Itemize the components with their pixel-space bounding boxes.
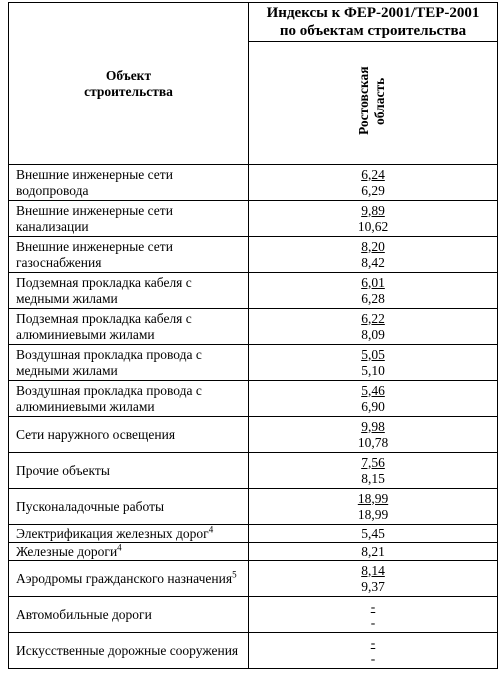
object-name-cell: [9, 237, 249, 273]
index-value-cell: [249, 543, 498, 561]
index-value-cell: [249, 309, 498, 345]
table-row: [9, 489, 498, 525]
index-value-cell: [249, 201, 498, 237]
index-value-cell: [249, 381, 498, 417]
table-row: [9, 201, 498, 237]
object-name: Пусконаладочные работы: [16, 498, 165, 514]
object-label: Объект строительства: [84, 67, 173, 99]
object-name-cell: [9, 165, 249, 201]
region-header: [249, 42, 498, 165]
object-name-cell: [9, 561, 249, 597]
table-row: [9, 345, 498, 381]
region-label: Ростовская область: [356, 66, 387, 136]
index-value-bottom: 8,42: [361, 254, 385, 270]
table-row: [9, 543, 498, 561]
index-value-cell: [249, 633, 498, 669]
table-row: [9, 381, 498, 417]
index-value-bottom: 8,15: [361, 470, 385, 486]
object-column-header: [9, 3, 249, 165]
index-value-bottom: -: [370, 650, 376, 666]
object-name: Воздушная прокладка провода с медными жилами: [16, 346, 202, 378]
object-name-cell: [9, 381, 249, 417]
index-value-top: -: [370, 634, 376, 650]
footnote-marker: 5: [232, 569, 237, 579]
index-value-bottom: 18,99: [357, 506, 389, 522]
object-name: Автомобильные дороги: [16, 606, 152, 622]
object-name-cell: [9, 201, 249, 237]
index-value-bottom: -: [370, 614, 376, 630]
index-value-cell: [249, 489, 498, 525]
header-row: [9, 3, 498, 42]
index-value-cell: [249, 237, 498, 273]
object-name: Прочие объекты: [16, 462, 110, 478]
table-row: [9, 561, 498, 597]
object-name: Искусственные дорожные сооружения: [16, 642, 239, 658]
index-value: 8,21: [361, 543, 385, 559]
table-row: [9, 165, 498, 201]
index-value: 5,45: [361, 525, 385, 541]
table-row: [9, 453, 498, 489]
object-name: Внешние инженерные сети канализации: [16, 202, 173, 234]
index-value-top: 18,99: [357, 490, 389, 506]
object-name-cell: [9, 273, 249, 309]
table-row: [9, 273, 498, 309]
index-value-cell: [249, 525, 498, 543]
footnote-marker: 4: [117, 542, 122, 552]
index-value-top: 7,56: [361, 454, 385, 470]
object-name-cell: [9, 489, 249, 525]
table-row: [9, 237, 498, 273]
index-value-top: 8,14: [361, 562, 385, 578]
object-name-cell: [9, 453, 249, 489]
index-value-bottom: 10,62: [357, 218, 389, 234]
index-value-cell: [249, 345, 498, 381]
object-name-cell: [9, 597, 249, 633]
object-name-cell: [9, 417, 249, 453]
object-name: Железные дороги: [16, 543, 118, 559]
index-value-bottom: 6,29: [361, 182, 385, 198]
index-value-top: 6,22: [361, 310, 385, 326]
object-name: Электрификация железных дорог: [16, 525, 209, 541]
indices-title: Индексы к ФЕР-2001/ТЕР-2001 по объектам строительства: [266, 5, 480, 39]
index-value-cell: [249, 165, 498, 201]
table-row: [9, 417, 498, 453]
object-name: Внешние инженерные сети водопровода: [16, 166, 173, 198]
object-name: Воздушная прокладка провода с алюминиевыми жилами: [16, 382, 202, 414]
object-name-cell: [9, 633, 249, 669]
index-value-top: 9,98: [361, 418, 385, 434]
object-name-cell: [9, 309, 249, 345]
object-name: Внешние инженерные сети газоснабжения: [16, 238, 173, 270]
index-value-top: 6,01: [361, 274, 385, 290]
index-value-bottom: 8,09: [361, 326, 385, 342]
table-row: [9, 309, 498, 345]
index-value-top: 5,05: [361, 346, 385, 362]
indices-table: [8, 2, 498, 669]
table-row: [9, 597, 498, 633]
index-value-top: -: [370, 598, 376, 614]
table-row: [9, 633, 498, 669]
indices-title-header: [249, 3, 498, 42]
index-value-cell: [249, 273, 498, 309]
object-name-cell: [9, 525, 249, 543]
footnote-marker: 4: [208, 524, 214, 534]
object-name-cell: [9, 543, 249, 561]
object-name: Подземная прокладка кабеля с медными жилами: [16, 274, 192, 306]
index-value-bottom: 6,90: [361, 398, 385, 414]
index-value-bottom: 6,28: [361, 290, 385, 306]
object-name-cell: [9, 345, 249, 381]
index-value-bottom: 5,10: [361, 362, 385, 378]
index-value-bottom: 10,78: [357, 434, 389, 450]
index-value-top: 9,89: [361, 202, 385, 218]
index-value-top: 6,24: [361, 166, 385, 182]
index-value-top: 5,46: [361, 382, 385, 398]
index-value-cell: [249, 453, 498, 489]
table-row: [9, 525, 498, 543]
index-value-bottom: 9,37: [361, 578, 385, 594]
object-name: Сети наружного освещения: [16, 426, 176, 442]
index-value-cell: [249, 561, 498, 597]
index-value-cell: [249, 597, 498, 633]
object-name: Аэродромы гражданского назначения: [16, 570, 233, 586]
index-value-top: 8,20: [361, 238, 385, 254]
index-value-cell: [249, 417, 498, 453]
object-name: Подземная прокладка кабеля с алюминиевыми жилами: [16, 310, 192, 342]
